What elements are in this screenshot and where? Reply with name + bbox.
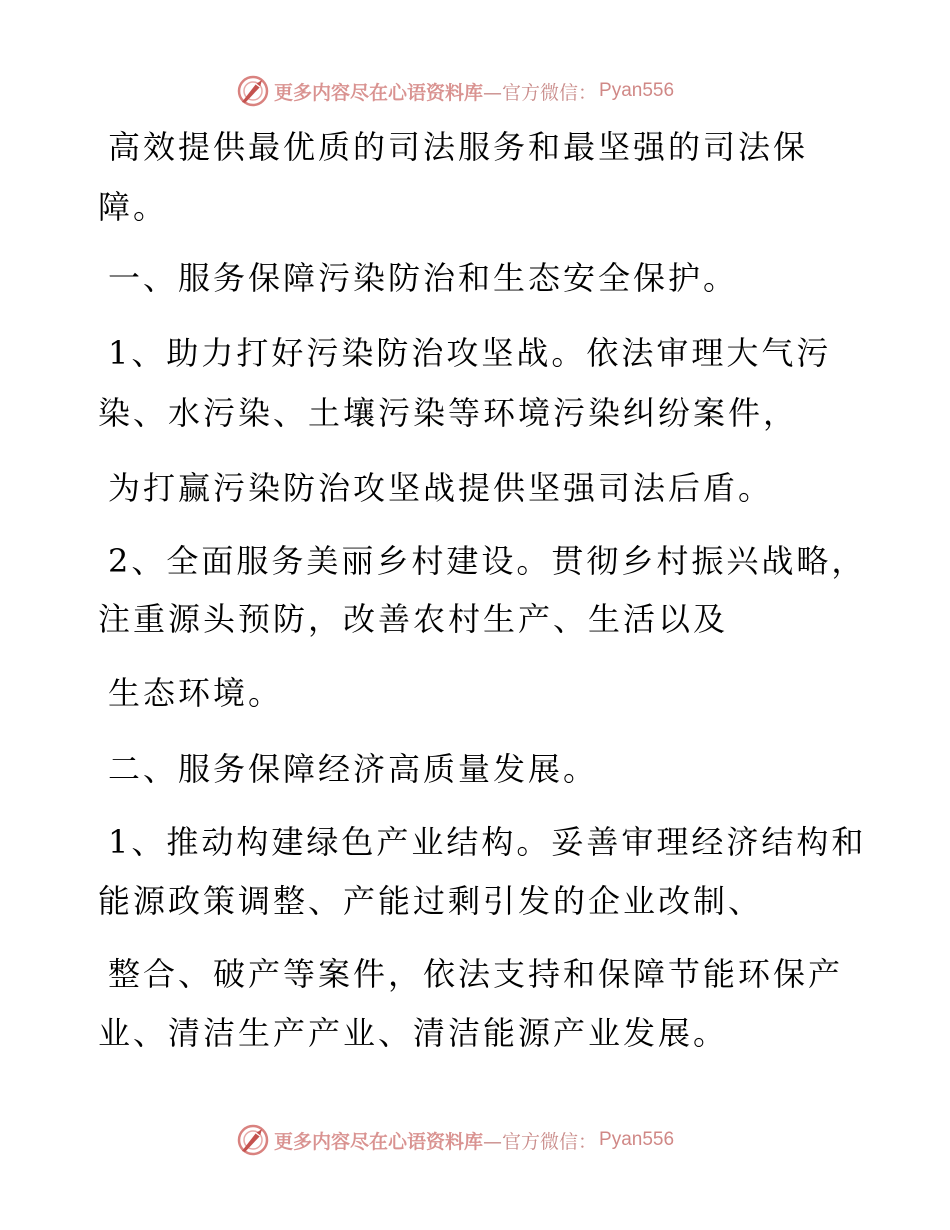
header-banner-sub: —官方微信： (483, 81, 598, 104)
footer-banner-id: Pyan556 (599, 1129, 675, 1150)
header-banner[interactable] (236, 73, 674, 109)
section-heading-1: 一、服务保障污染防治和生态安全保护。 (108, 259, 739, 297)
body-line: 障。 (98, 188, 169, 226)
body-line: 整合、破产等案件，依法支持和保障节能环保产 (108, 955, 844, 993)
body-line: 注重源头预防，改善农村生产、生活以及 (98, 600, 729, 638)
body-line: 生态环境。 (108, 674, 284, 712)
body-line: 1、助力打好污染防治攻坚战。依法审理大气污 (108, 334, 832, 372)
footer-banner-main: 更多内容尽在心语资料库 (274, 1130, 484, 1153)
body-line: 业、清洁生产产业、清洁能源产业发展。 (98, 1014, 729, 1052)
footer-banner[interactable] (236, 1122, 674, 1158)
body-line: 为打赢污染防治攻坚战提供坚强司法后盾。 (108, 469, 774, 507)
body-line: 1、推动构建绿色产业结构。妥善审理经济结构和 (108, 823, 867, 861)
body-line: 染、水污染、土壤污染等环境污染纠纷案件， (98, 394, 799, 432)
header-banner-id: Pyan556 (599, 80, 675, 101)
header-banner-main: 更多内容尽在心语资料库 (274, 81, 484, 104)
body-line: 能源政策调整、产能过剩引发的企业改制、 (98, 882, 764, 920)
pen-logo-icon (236, 1123, 270, 1157)
pen-logo-icon (236, 74, 270, 108)
section-heading-2: 二、服务保障经济高质量发展。 (108, 750, 599, 788)
body-line: 高效提供最优质的司法服务和最坚强的司法保 (108, 128, 809, 166)
footer-banner-sub: —官方微信： (483, 1130, 598, 1153)
body-line: 2、全面服务美丽乡村建设。贯彻乡村振兴战略， (108, 542, 867, 580)
